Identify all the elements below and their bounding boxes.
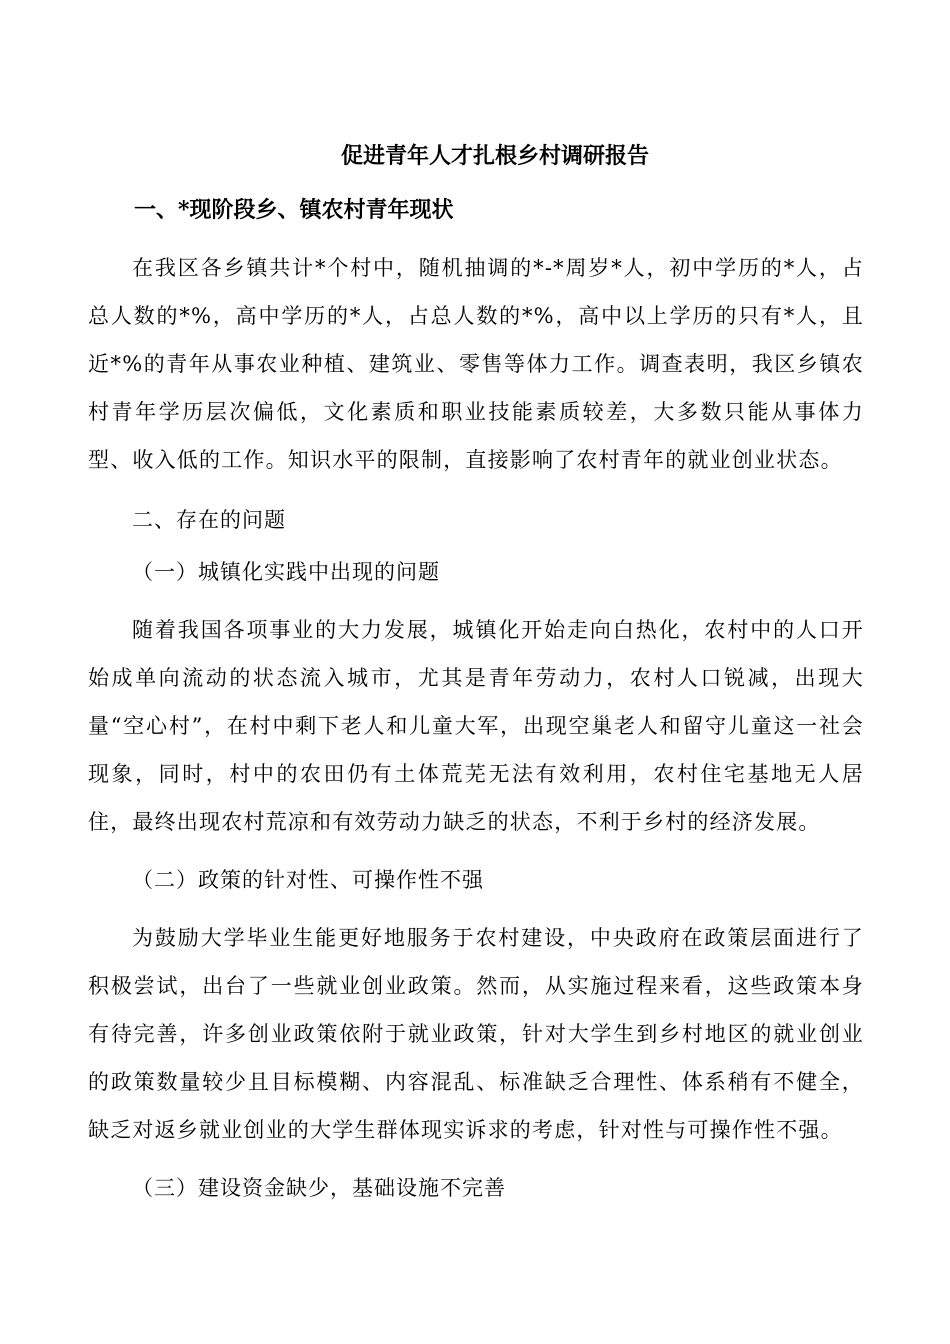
subsection-heading-policy: （二）政策的针对性、可操作性不强 [132, 868, 484, 892]
document-title: 促进青年人才扎根乡村调研报告 [340, 143, 649, 169]
paragraph-urbanization: 随着我国各项事业的大力发展，城镇化开始走向白热化，农村中的人口开始成单向流动的状态流入城市，尤其是青年劳动力，农村人口锐减，出现大量“空心村”，在村中剩下老人和儿童大军，出现空巢老人和留守儿童这一社会现象，同时，村中的农田仍有土体荒芜无法有效利用，农村住宅基地无人居住，最终出现农村荒凉和有效劳动力缺乏的状态，不利于乡村的经济发展。 [88, 618, 864, 834]
section-heading-problems: 二、存在的问题 [132, 508, 286, 532]
paragraph-policy: 为鼓励大学毕业生能更好地服务于农村建设，中央政府在政策层面进行了积极尝试，出台了一些就业创业政策。然而，从实施过程来看，这些政策本身有待完善，许多创业政策依附于就业政策，针对大学生到乡村地区的就业创业的政策数量较少且目标模糊、内容混乱、标准缺乏合理性、体系稍有不健全，缺乏对返乡就业创业的大学生群体现实诉求的考虑，针对性与可操作性不强。 [88, 926, 864, 1142]
subsection-heading-funding: （三）建设资金缺少，基础设施不完善 [132, 1176, 506, 1200]
subsection-heading-urbanization: （一）城镇化实践中出现的问题 [132, 560, 440, 584]
paragraph-current-status: 在我区各乡镇共计*个村中，随机抽调的*-*周岁*人，初中学历的*人，占总人数的*%，高中学历的*人，占总人数的*%，高中以上学历的只有*人，且近*%的青年从事农业种植、建筑业、零售等体力工作。调查表明，我区乡镇农村青年学历层次偏低，文化素质和职业技能素质较差，大多数只能从事体力型、收入低的工作。知识水平的限制，直接影响了农村青年的就业创业状态。 [88, 256, 864, 472]
section-heading-current-status: 一、*现阶段乡、镇农村青年现状 [134, 197, 454, 223]
